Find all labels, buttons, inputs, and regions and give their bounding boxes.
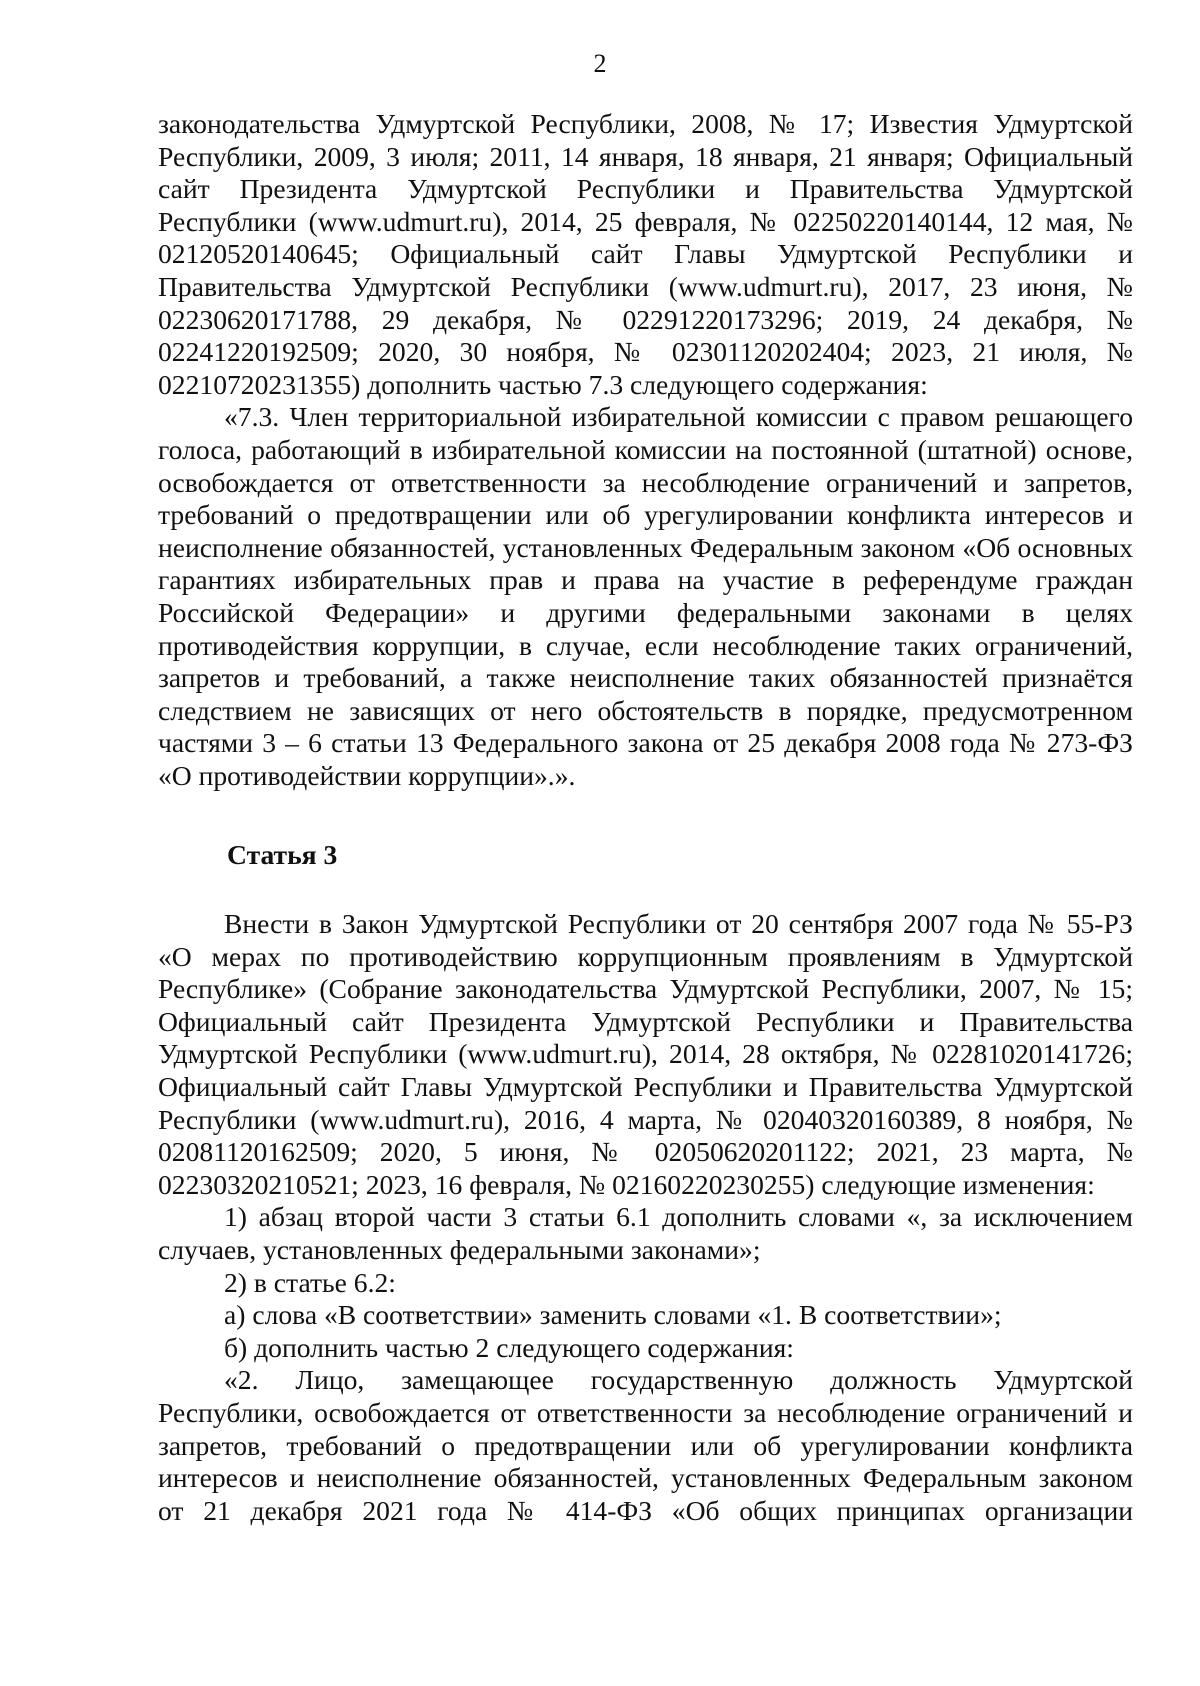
paragraph-article-3-intro: Внести в Закон Удмуртской Республики от 20 сентября 2007 года № 55-РЗ «О мерах по противодействию коррупционным проявлениям в Удмуртской Республике» (Собрание законодательства Удмуртской Республики, 2007, № 15; Официальный сайт Президента Удмуртской Республики и Правительства Удмуртской Республики (www.udmurt.ru), 2014, 28 октября, № 02281020141726; Официальный сайт Главы Удмуртской Республики и Правительства Удмуртской Республики (www.udmurt.ru), 2016, 4 марта, № 02040320160389, 8 ноября, № 02081120162509; 2020, 5 июня, № 02050620201122; 2021, 23 марта, № 02230320210521; 2023, 16 февраля, № 02160220230255) следующие изменения:	[158, 908, 1133, 1200]
document-body	[158, 108, 1133, 1527]
paragraph-item-2: 2) в статье 6.2:	[224, 1266, 396, 1298]
paragraph-part-7-3: «7.3. Член территориальной избирательной комиссии с правом решающего голоса, работающий в избирательной комиссии на постоянной (штатной) основе, освобождается от ответственности за несоблюдение ограничений и запретов, требований о предотвращении или об урегулировании конфликта интересов и неисполнение обязанностей, установленных Федеральным законом «Об основных гарантиях избирательных прав и права на участие в референдуме граждан Российской Федерации» и другими федеральными законами в целях противодействия коррупции, в случае, если несоблюдение таких ограничений, запретов и требований, а также неисполнение таких обязанностей признаётся следствием не зависящих от него обстоятельств в порядке, предусмотренном частями 3 – 6 статьи 13 Федерального закона от 25 декабря 2008 года № 273-ФЗ «О противодействии коррупции».».	[158, 401, 1133, 791]
page-number: 2	[593, 49, 607, 78]
spacer	[158, 872, 1133, 908]
paragraph-item-2b: б) дополнить частью 2 следующего содержания:	[224, 1331, 794, 1363]
paragraph-item-1: 1) абзац второй части 3 статьи 6.1 дополнить словами «, за исключением случаев, установленных федеральными законами»;	[158, 1201, 1133, 1265]
paragraph-amendment-citation: законодательства Удмуртской Республики, 2008, № 17; Известия Удмуртской Республики, 2009, 3 июля; 2011, 14 января, 18 января, 21 января; Официальный сайт Президента Удмуртской Республики и Правительства Удмуртской Республики (www.udmurt.ru), 2014, 25 февраля, № 02250220140144, 12 мая, № 02120520140645; Официальный сайт Главы Удмуртской Республики и Правительства Удмуртской Республики (www.udmurt.ru), 2017, 23 июня, № 02230620171788, 29 декабря, № 02291220173296; 2019, 24 декабря, № 02241220192509; 2020, 30 ноября, № 02301120202404; 2023, 21 июля, № 02210720231355) дополнить частью 7.3 следующего содержания:	[158, 108, 1133, 400]
article-heading: Статья 3	[227, 839, 338, 871]
spacer	[158, 792, 1133, 839]
paragraph-item-2a: а) слова «В соответствии» заменить словами «1. В соответствии»;	[224, 1299, 1002, 1331]
paragraph-part-2-text: «2. Лицо, замещающее государственную должность Удмуртской Республики, освобождается от ответственности за несоблюдение ограничений и запретов, требований о предотвращении или об урегулировании конфликта интересов и неисполнение обязанностей, установленных Федеральным законом от 21 декабря 2021 года № 414-ФЗ «Об общих принципах организации	[158, 1364, 1133, 1526]
